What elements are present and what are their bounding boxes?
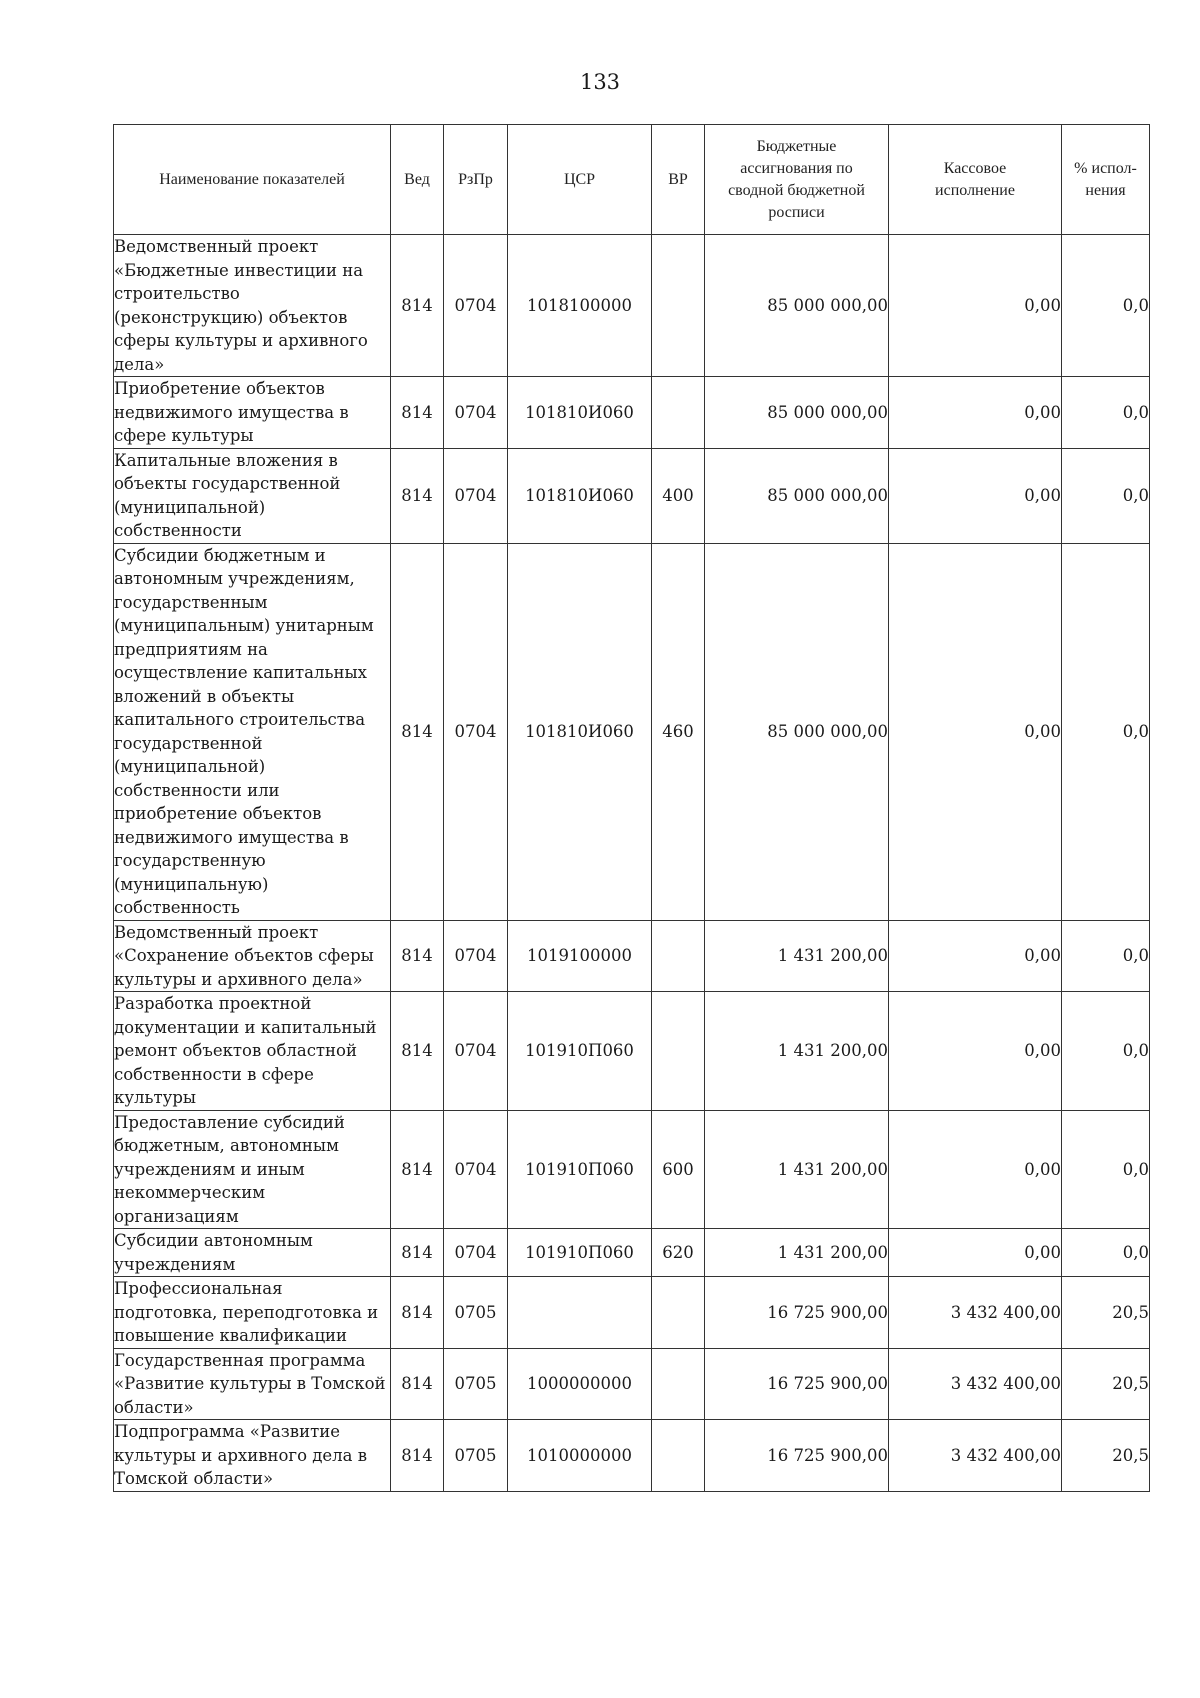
header-rzpr: РзПр [444,125,508,235]
row-vr [652,1420,705,1492]
row-vr [652,1348,705,1420]
table-row [114,992,1150,1111]
page-number: 133 [579,70,621,94]
table-row [114,543,1150,920]
row-rzpr: 0705 [444,1348,508,1420]
table-row [114,1420,1150,1492]
row-ved: 814 [391,1420,444,1492]
row-csr: 1018100000 [508,235,652,377]
row-vr [652,1277,705,1349]
row-vr: 600 [652,1110,705,1229]
row-percent: 0,0 [1062,543,1150,920]
row-name: Ведомственный проект «Сохранение объектов сферы культуры и архивного дела» [114,920,391,992]
table-row [114,920,1150,992]
row-cash: 0,00 [889,235,1062,377]
header-csr: ЦСР [508,125,652,235]
table-row [114,1348,1150,1420]
row-csr: 101810И060 [508,543,652,920]
row-name: Субсидии бюджетным и автономным учреждениям, государственным (муниципальным) унитарным предприятиям на осуществление капитальных вложений в объекты капитального строительства государственной (муниципальной) собственности или приобретение объектов недвижимого имущества в государственную (муниципальную) собственность [114,543,391,920]
row-name: Профессиональная подготовка, переподготовка и повышение квалификации [114,1277,391,1349]
row-vr: 620 [652,1229,705,1277]
row-budget: 16 725 900,00 [705,1420,889,1492]
row-ved: 814 [391,1348,444,1420]
row-percent: 0,0 [1062,1110,1150,1229]
table-row [114,235,1150,377]
row-percent: 20,5 [1062,1348,1150,1420]
row-name: Субсидии автономным учреждениям [114,1229,391,1277]
row-csr: 101810И060 [508,448,652,543]
row-ved: 814 [391,1229,444,1277]
row-vr: 460 [652,543,705,920]
row-rzpr: 0704 [444,992,508,1111]
row-ved: 814 [391,448,444,543]
row-csr: 1000000000 [508,1348,652,1420]
header-percent: % испол-нения [1062,125,1150,235]
row-ved: 814 [391,377,444,449]
row-cash: 3 432 400,00 [889,1420,1062,1492]
row-csr: 101910П060 [508,1229,652,1277]
row-rzpr: 0704 [444,448,508,543]
row-csr: 101810И060 [508,377,652,449]
row-budget: 1 431 200,00 [705,1110,889,1229]
row-rzpr: 0704 [444,920,508,992]
budget-table [113,124,1150,1492]
row-budget: 1 431 200,00 [705,992,889,1111]
row-rzpr: 0704 [444,377,508,449]
row-cash: 0,00 [889,377,1062,449]
row-percent: 0,0 [1062,920,1150,992]
row-percent: 20,5 [1062,1277,1150,1349]
row-ved: 814 [391,992,444,1111]
row-ved: 814 [391,543,444,920]
row-csr [508,1277,652,1349]
row-csr: 101910П060 [508,1110,652,1229]
row-rzpr: 0704 [444,1110,508,1229]
row-cash: 0,00 [889,992,1062,1111]
row-budget: 1 431 200,00 [705,1229,889,1277]
row-rzpr: 0704 [444,235,508,377]
row-name: Подпрограмма «Развитие культуры и архивного дела в Томской области» [114,1420,391,1492]
row-percent: 0,0 [1062,1229,1150,1277]
row-name: Приобретение объектов недвижимого имущества в сфере культуры [114,377,391,449]
row-vr [652,377,705,449]
row-percent: 0,0 [1062,235,1150,377]
header-ved: Вед [391,125,444,235]
row-ved: 814 [391,1110,444,1229]
header-cash: Кассовое исполнение [889,125,1062,235]
row-cash: 0,00 [889,920,1062,992]
row-ved: 814 [391,1277,444,1349]
row-percent: 0,0 [1062,448,1150,543]
header-vr: ВР [652,125,705,235]
row-percent: 0,0 [1062,992,1150,1111]
row-csr: 101910П060 [508,992,652,1111]
row-vr: 400 [652,448,705,543]
header-budget: Бюджетные ассигнования по сводной бюджетной росписи [705,125,889,235]
row-cash: 3 432 400,00 [889,1348,1062,1420]
row-csr: 1010000000 [508,1420,652,1492]
row-budget: 85 000 000,00 [705,543,889,920]
row-name: Разработка проектной документации и капитальный ремонт объектов областной собственности в сфере культуры [114,992,391,1111]
row-percent: 0,0 [1062,377,1150,449]
row-cash: 3 432 400,00 [889,1277,1062,1349]
row-vr [652,920,705,992]
row-budget: 16 725 900,00 [705,1277,889,1349]
table-row [114,1110,1150,1229]
row-budget: 85 000 000,00 [705,448,889,543]
row-budget: 1 431 200,00 [705,920,889,992]
row-budget: 85 000 000,00 [705,377,889,449]
row-csr: 1019100000 [508,920,652,992]
row-rzpr: 0704 [444,543,508,920]
row-budget: 85 000 000,00 [705,235,889,377]
row-name: Капитальные вложения в объекты государственной (муниципальной) собственности [114,448,391,543]
row-percent: 20,5 [1062,1420,1150,1492]
table-row [114,448,1150,543]
row-rzpr: 0705 [444,1420,508,1492]
row-name: Предоставление субсидий бюджетным, автономным учреждениям и иным некоммерческим организациям [114,1110,391,1229]
row-vr [652,992,705,1111]
row-cash: 0,00 [889,1110,1062,1229]
table-row [114,1277,1150,1349]
row-ved: 814 [391,920,444,992]
row-name: Государственная программа «Развитие культуры в Томской области» [114,1348,391,1420]
row-vr [652,235,705,377]
row-cash: 0,00 [889,1229,1062,1277]
row-rzpr: 0704 [444,1229,508,1277]
table-row [114,377,1150,449]
row-name: Ведомственный проект «Бюджетные инвестиции на строительство (реконструкцию) объектов сферы культуры и архивного дела» [114,235,391,377]
table-row [114,1229,1150,1277]
table-header-row [114,125,1150,235]
header-name: Наименование показателей [114,125,391,235]
row-cash: 0,00 [889,543,1062,920]
row-rzpr: 0705 [444,1277,508,1349]
row-budget: 16 725 900,00 [705,1348,889,1420]
row-ved: 814 [391,235,444,377]
row-cash: 0,00 [889,448,1062,543]
